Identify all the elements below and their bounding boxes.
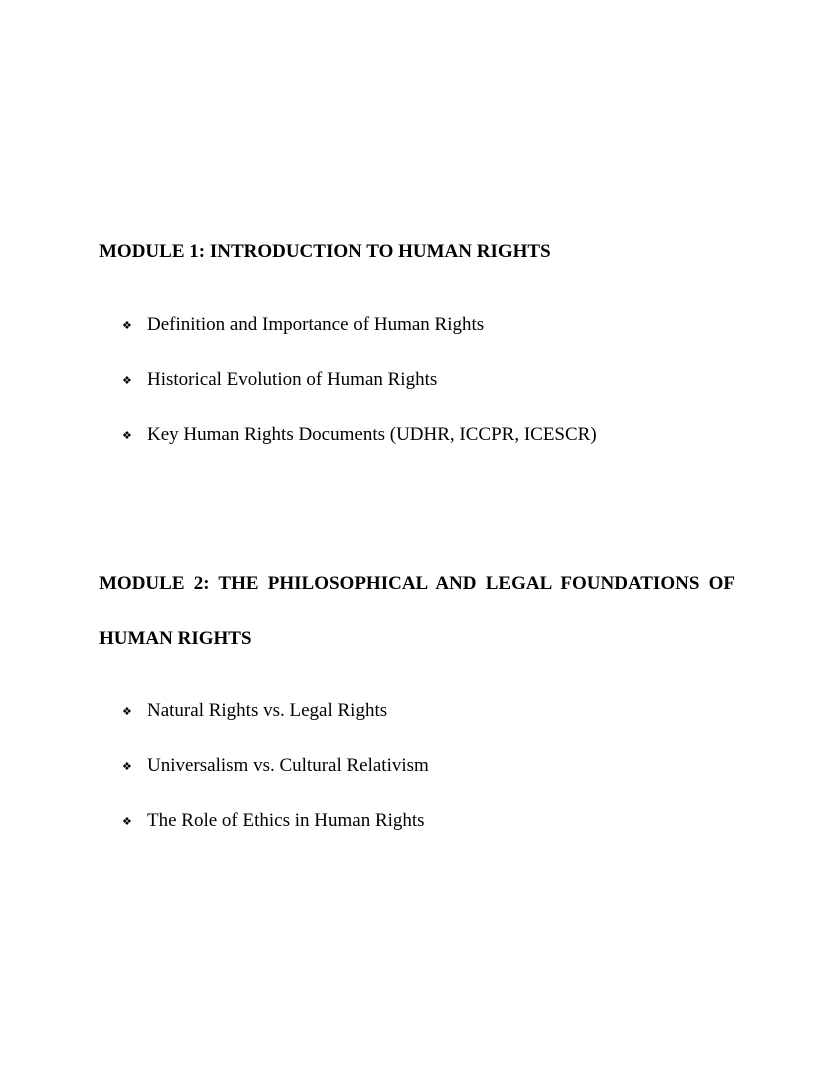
- list-item-text: The Role of Ethics in Human Rights: [147, 810, 425, 831]
- list-item-text: Historical Evolution of Human Rights: [147, 369, 438, 390]
- list-item: [122, 368, 437, 392]
- list-item: [122, 809, 425, 833]
- list-item-text: Definition and Importance of Human Rights: [147, 314, 485, 335]
- list-item-text: Natural Rights vs. Legal Rights: [147, 700, 388, 721]
- diamond-bullet-icon: ❖: [122, 320, 132, 332]
- list-item: [122, 754, 429, 778]
- module-1-heading: MODULE 1: INTRODUCTION TO HUMAN RIGHTS: [99, 241, 551, 262]
- list-item: [122, 699, 387, 723]
- list-item-text: Key Human Rights Documents (UDHR, ICCPR, ICESCR): [147, 424, 597, 445]
- diamond-bullet-icon: ❖: [122, 816, 132, 828]
- module-2-heading-line-2: HUMAN RIGHTS: [99, 628, 252, 649]
- diamond-bullet-icon: ❖: [122, 761, 132, 773]
- list-item-text: Universalism vs. Cultural Relativism: [147, 755, 429, 776]
- diamond-bullet-icon: ❖: [122, 430, 132, 442]
- diamond-bullet-icon: ❖: [122, 706, 132, 718]
- list-item: [122, 423, 597, 447]
- list-item: [122, 313, 484, 337]
- module-2-heading-line-1: MODULE 2: THE PHILOSOPHICAL AND LEGAL FOUNDATIONS OF: [99, 573, 735, 594]
- diamond-bullet-icon: ❖: [122, 375, 132, 387]
